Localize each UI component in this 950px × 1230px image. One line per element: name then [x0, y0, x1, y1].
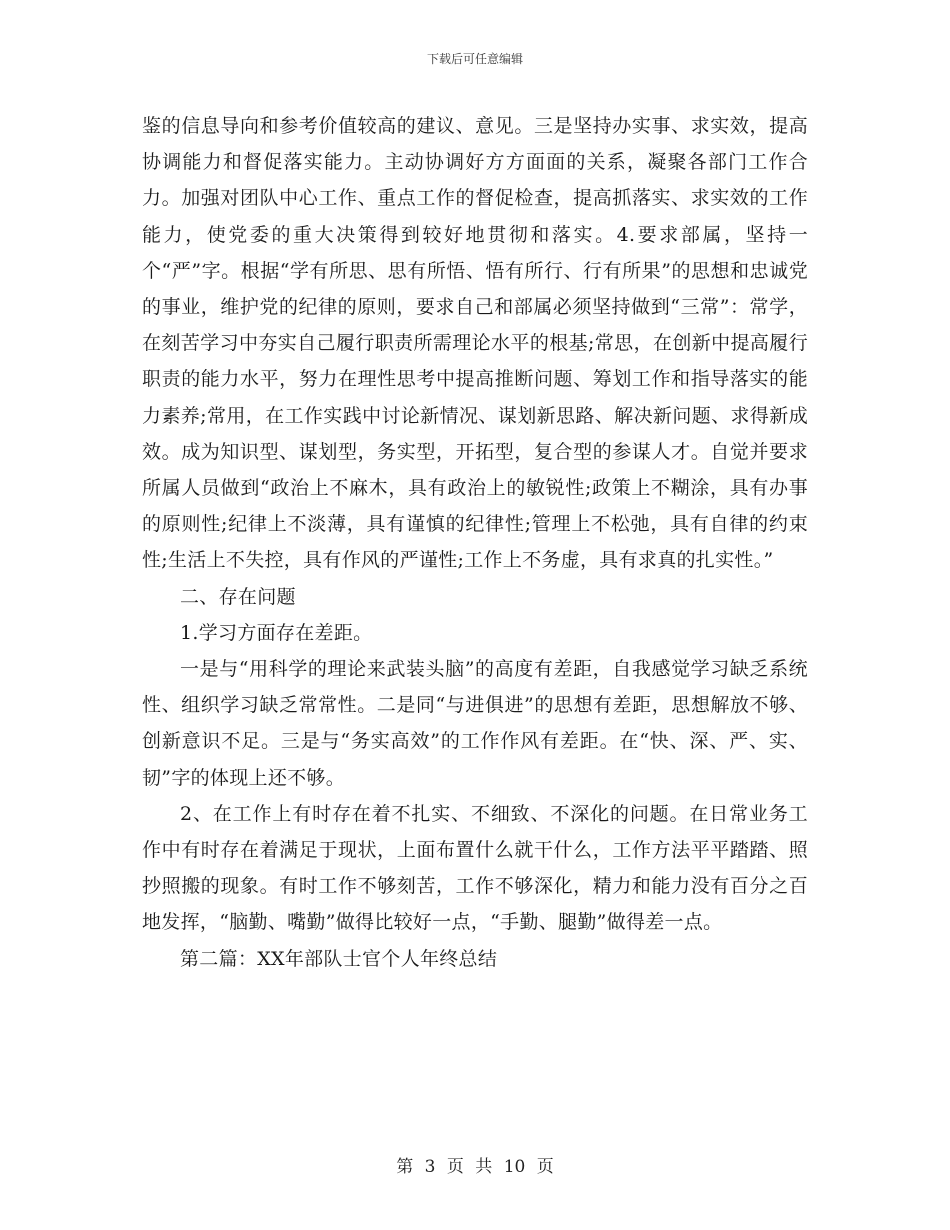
body-paragraph-study-gap: 一是与“用科学的理论来武装头脑”的高度有差距，自我感觉学习缺乏系统性、组织学习缺乏常常性。二是同“与进俱进”的思想有差距，思想解放不够、创新意识不足。三是与“务实高效”的工作作风有差距。在“快、深、严、实、韧”字的体现上还不够。: [142, 658, 808, 789]
body-paragraph-continued: 鉴的信息导向和参考价值较高的建议、意见。三是坚持办实事、求实效，提高协调能力和督促落实能力。主动协调好方方面面的关系，凝聚各部门工作合力。加强对团队中心工作、重点工作的督促检查，提高抓落实、求实效的工作能力，使党委的重大决策得到较好地贯彻和落实。4.要求部属，坚持一个“严”字。根据“学有所思、思有所悟、悟有所行、行有所果”的思想和忠诚党的事业，维护党的纪律的原则，要求自己和部属必须坚持做到“三常”：常学，在刻苦学习中夯实自己履行职责所需理论水平的根基;常思，在创新中提高履行职责的能力水平，努力在理性思考中提高推断问题、筹划工作和指导落实的能力素养;常用，在工作实践中讨论新情况、谋划新思路、解决新问题、求得新成效。成为知识型、谋划型，务实型，开拓型，复合型的参谋人才。自觉并要求所属人员做到“政治上不麻木，具有政治上的敏锐性;政策上不糊涂，具有办事的原则性;纪律上不淡薄，具有谨慎的纪律性;管理上不松弛，具有自律的约束性;生活上不失控，具有作风的严谨性;工作上不务虚，具有求真的扎实性。”: [142, 115, 808, 572]
section-heading-problems: 二、存在问题: [180, 585, 296, 608]
page-number-footer: 第 3 页 共 10 页: [396, 1157, 554, 1177]
body-paragraph-work-issues: 2、在工作上有时存在着不扎实、不细致、不深化的问题。在日常业务工作中有时存在着满足于现状，上面布置什么就干什么，工作方法平平踏踏、照抄照搬的现象。有时工作不够刻苦，工作不够深化，精力和能力没有百分之百地发挥，“脑勤、嘴勤”做得比较好一点，“手勤、腿勤”做得差一点。: [142, 802, 808, 934]
document-body: [142, 108, 808, 977]
subheading-study-gap: 1.学习方面存在差距。: [180, 621, 373, 644]
chapter-title-second: 第二篇：XX年部队士官个人年终总结: [180, 947, 498, 970]
page-header: 下载后可任意编辑: [426, 52, 523, 66]
